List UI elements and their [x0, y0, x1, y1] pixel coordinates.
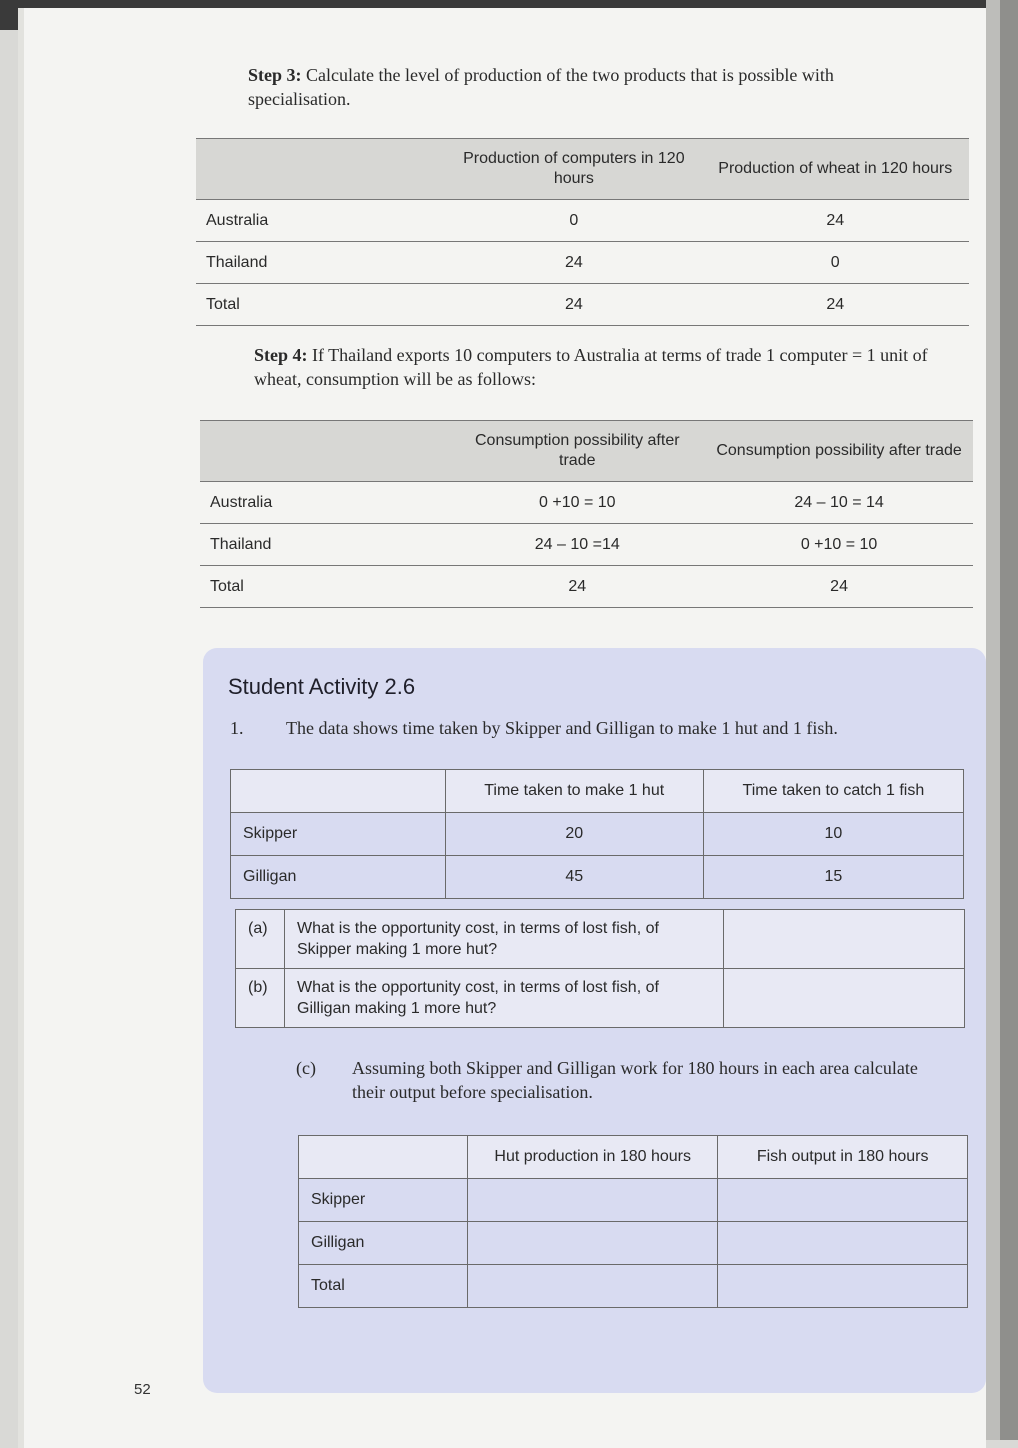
table-row	[231, 813, 964, 856]
row-label: Australia	[200, 482, 449, 524]
table-row	[196, 242, 969, 284]
table-row	[231, 856, 964, 899]
table-header-blank	[196, 139, 446, 200]
answer-cell[interactable]	[724, 969, 965, 1028]
table-cell: 24	[705, 566, 973, 608]
table-header-row	[200, 421, 973, 482]
table-header: Fish output in 180 hours	[718, 1136, 968, 1179]
table-cell: 15	[703, 856, 963, 899]
table-cell: 10	[703, 813, 963, 856]
table-header: Production of wheat in 120 hours	[702, 139, 969, 200]
table-cell: 24	[446, 242, 701, 284]
table-row	[196, 200, 969, 242]
table-row	[299, 1222, 968, 1265]
step3-paragraph	[248, 63, 928, 111]
question-row	[236, 910, 965, 969]
table-row	[200, 566, 973, 608]
table-header: Time taken to catch 1 fish	[703, 770, 963, 813]
answer-cell[interactable]	[468, 1265, 718, 1308]
row-label: Australia	[196, 200, 446, 242]
answer-cell[interactable]	[468, 1222, 718, 1265]
table-cell: 20	[445, 813, 703, 856]
table-cell: 0	[702, 242, 969, 284]
table-row	[200, 482, 973, 524]
page-edge-dark	[1000, 0, 1018, 1440]
answer-cell[interactable]	[468, 1179, 718, 1222]
table-cell: 45	[445, 856, 703, 899]
answer-cell[interactable]	[718, 1265, 968, 1308]
question-label: (c)	[296, 1058, 316, 1078]
table-header: Consumption possibility after trade	[449, 421, 705, 482]
table-header: Production of computers in 120 hours	[446, 139, 701, 200]
time-table	[230, 769, 964, 899]
row-label: Thailand	[200, 524, 449, 566]
answer-cell[interactable]	[724, 910, 965, 969]
question-row	[236, 969, 965, 1028]
table-cell: 24 – 10 = 14	[705, 482, 973, 524]
step4-text: If Thailand exports 10 computers to Australia at terms of trade 1 computer = 1 unit of wheat, consumption will be as follows:	[254, 345, 928, 389]
table-header-row	[196, 139, 969, 200]
table-row	[299, 1179, 968, 1222]
output-table	[298, 1135, 968, 1308]
row-label: Total	[196, 284, 446, 326]
question-label: (a)	[236, 910, 285, 969]
step3-text: Calculate the level of production of the two products that is possible with specialisation.	[248, 65, 834, 109]
table-header: Hut production in 180 hours	[468, 1136, 718, 1179]
table-row	[196, 284, 969, 326]
page-gutter	[18, 8, 24, 1448]
table-cell: 0 +10 = 10	[705, 524, 973, 566]
table-header-row	[299, 1136, 968, 1179]
consumption-table	[200, 420, 973, 608]
activity-title: Student Activity 2.6	[228, 674, 416, 699]
table-cell: 0	[446, 200, 701, 242]
table-cell: 24	[449, 566, 705, 608]
row-label: Thailand	[196, 242, 446, 284]
row-label: Total	[299, 1265, 468, 1308]
question-label: (b)	[236, 969, 285, 1028]
row-label: Total	[200, 566, 449, 608]
step3-label: Step 3:	[248, 65, 302, 85]
table-header-blank	[231, 770, 446, 813]
row-label: Skipper	[299, 1179, 468, 1222]
table-cell: 24 – 10 =14	[449, 524, 705, 566]
answer-cell[interactable]	[718, 1222, 968, 1265]
table-cell: 0 +10 = 10	[449, 482, 705, 524]
table-cell: 24	[702, 284, 969, 326]
row-label: Gilligan	[231, 856, 446, 899]
question-text: Assuming both Skipper and Gilligan work for 180 hours in each area calculate their output before specialisation.	[352, 1058, 918, 1102]
row-label: Gilligan	[299, 1222, 468, 1265]
step4-label: Step 4:	[254, 345, 308, 365]
table-header-row	[231, 770, 964, 813]
question-number: 1.	[230, 718, 244, 738]
production-table	[196, 138, 969, 326]
table-row	[200, 524, 973, 566]
question-1	[230, 716, 838, 740]
table-header: Consumption possibility after trade	[705, 421, 973, 482]
opportunity-cost-questions	[235, 909, 965, 1028]
table-cell: 24	[702, 200, 969, 242]
table-header: Time taken to make 1 hut	[445, 770, 703, 813]
page-number: 52	[134, 1381, 151, 1398]
table-header-blank	[200, 421, 449, 482]
question-text: What is the opportunity cost, in terms of lost fish, of Gilligan making 1 more hut?	[285, 969, 724, 1028]
step4-paragraph	[254, 343, 959, 391]
row-label: Skipper	[231, 813, 446, 856]
table-header-blank	[299, 1136, 468, 1179]
table-row	[299, 1265, 968, 1308]
question-text: The data shows time taken by Skipper and Gilligan to make 1 hut and 1 fish.	[286, 718, 838, 738]
table-cell: 24	[446, 284, 701, 326]
question-text: What is the opportunity cost, in terms of lost fish, of Skipper making 1 more hut?	[285, 910, 724, 969]
answer-cell[interactable]	[718, 1179, 968, 1222]
